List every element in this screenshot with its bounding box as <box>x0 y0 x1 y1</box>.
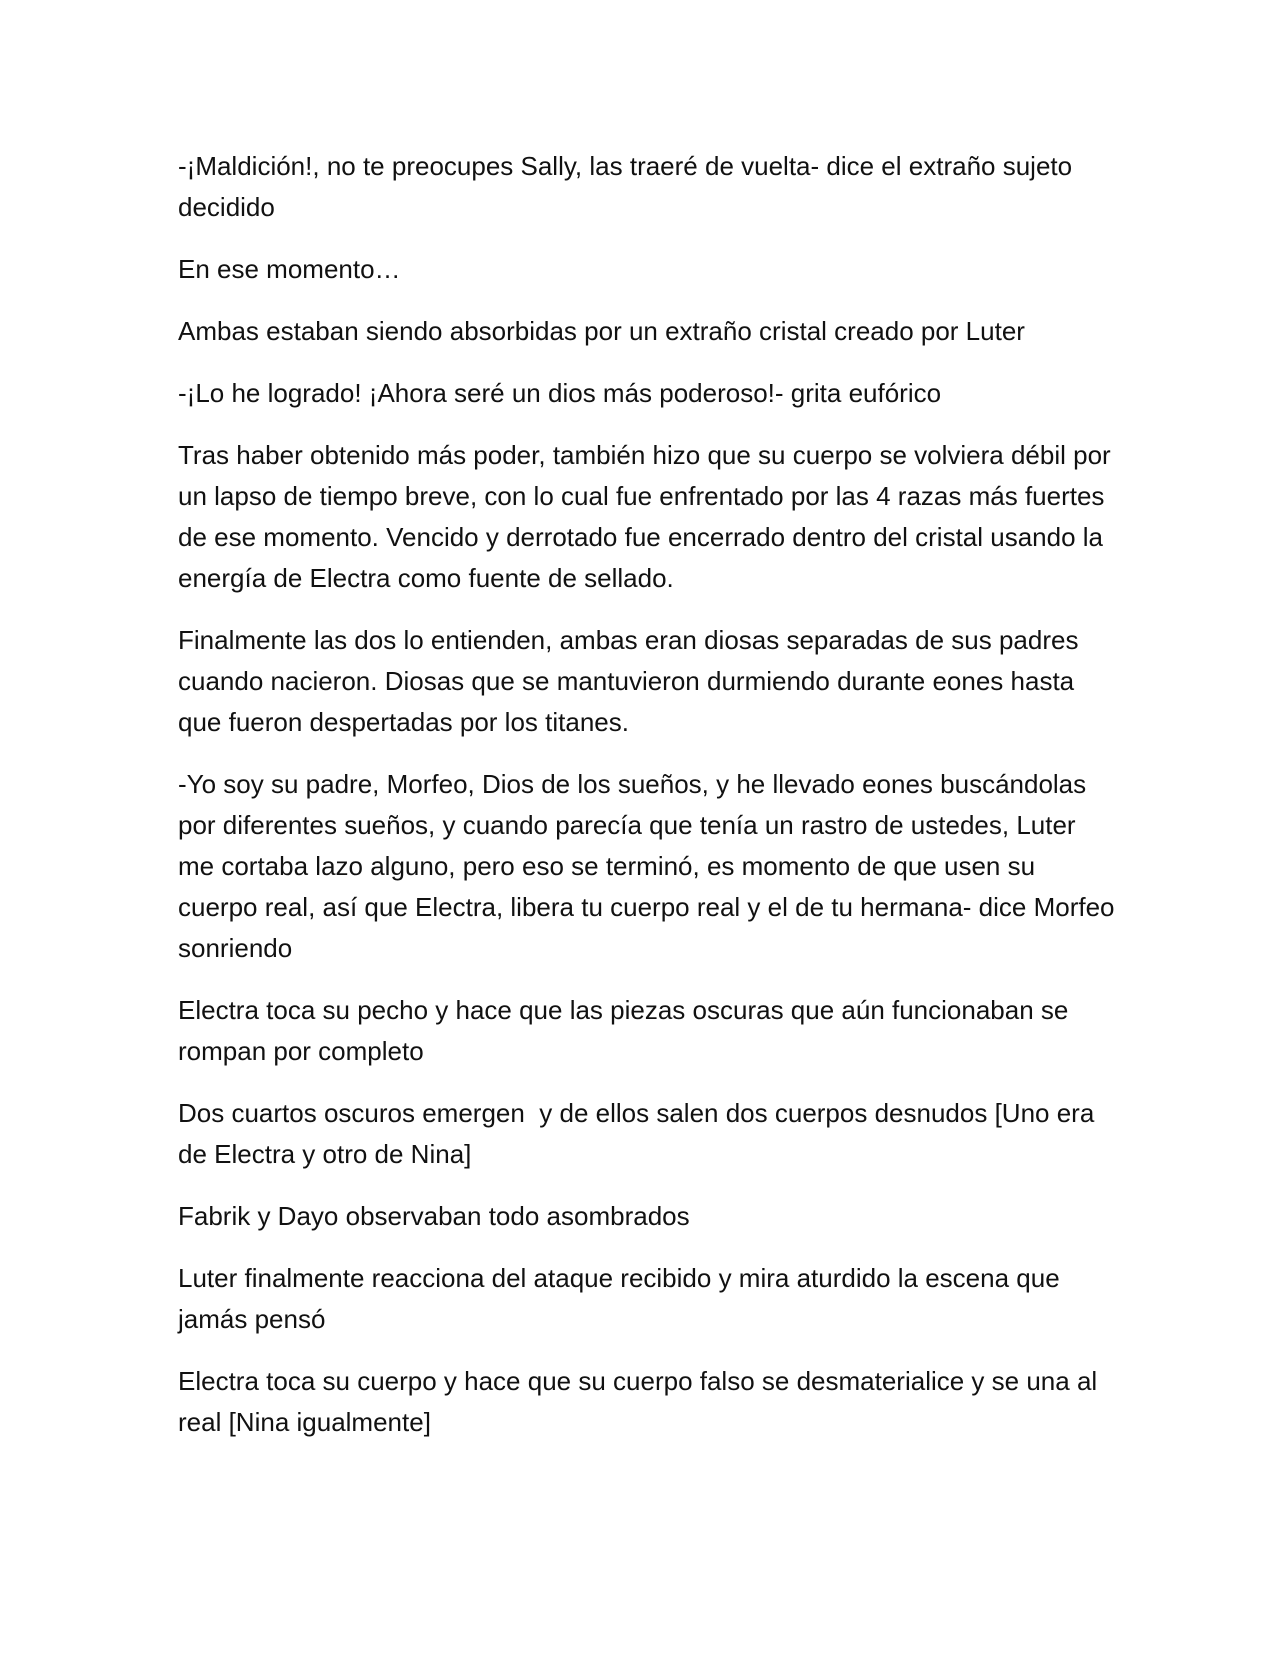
paragraph: -¡Maldición!, no te preocupes Sally, las traeré de vuelta- dice el extraño sujeto decidido <box>178 151 1080 222</box>
paragraph: -¡Lo he logrado! ¡Ahora seré un dios más poderoso!- grita eufórico <box>178 378 942 408</box>
paragraph: Electra toca su pecho y hace que las piezas oscuras que aún funcionaban se rompan por completo <box>178 995 1076 1066</box>
document-body <box>178 146 1122 1464</box>
paragraph: Finalmente las dos lo entienden, ambas eran diosas separadas de sus padres cuando nacieron. Diosas que se mantuvieron durmiendo durante eones hasta que fueron despertadas por los titanes. <box>178 625 1086 737</box>
paragraph: Ambas estaban siendo absorbidas por un extraño cristal creado por Luter <box>178 316 1025 346</box>
paragraph: Dos cuartos oscuros emergen y de ellos salen dos cuerpos desnudos [Uno era de Electra y otro de Nina] <box>178 1098 1102 1169</box>
paragraph: En ese momento… <box>178 254 401 284</box>
paragraph: Luter finalmente reacciona del ataque recibido y mira aturdido la escena que jamás pensó <box>178 1263 1067 1334</box>
paragraph: Fabrik y Dayo observaban todo asombrados <box>178 1201 690 1231</box>
paragraph: Tras haber obtenido más poder, también hizo que su cuerpo se volviera débil por un lapso de tiempo breve, con lo cual fue enfrentado por las 4 razas más fuertes de ese momento. Vencido y derrotado fue encerrado dentro del cristal usando la energía de Electra como fuente de sellado. <box>178 440 1118 593</box>
paragraph: -Yo soy su padre, Morfeo, Dios de los sueños, y he llevado eones buscándolas por diferentes sueños, y cuando parecía que tenía un rastro de ustedes, Luter me cortaba lazo alguno, pero eso se terminó, es momento de que usen su cuerpo real, así que Electra, libera tu cuerpo real y el de tu hermana- dice Morfeo sonriendo <box>178 769 1122 963</box>
paragraph: Electra toca su cuerpo y hace que su cuerpo falso se desmaterialice y se una al real [Nina igualmente] <box>178 1366 1105 1437</box>
